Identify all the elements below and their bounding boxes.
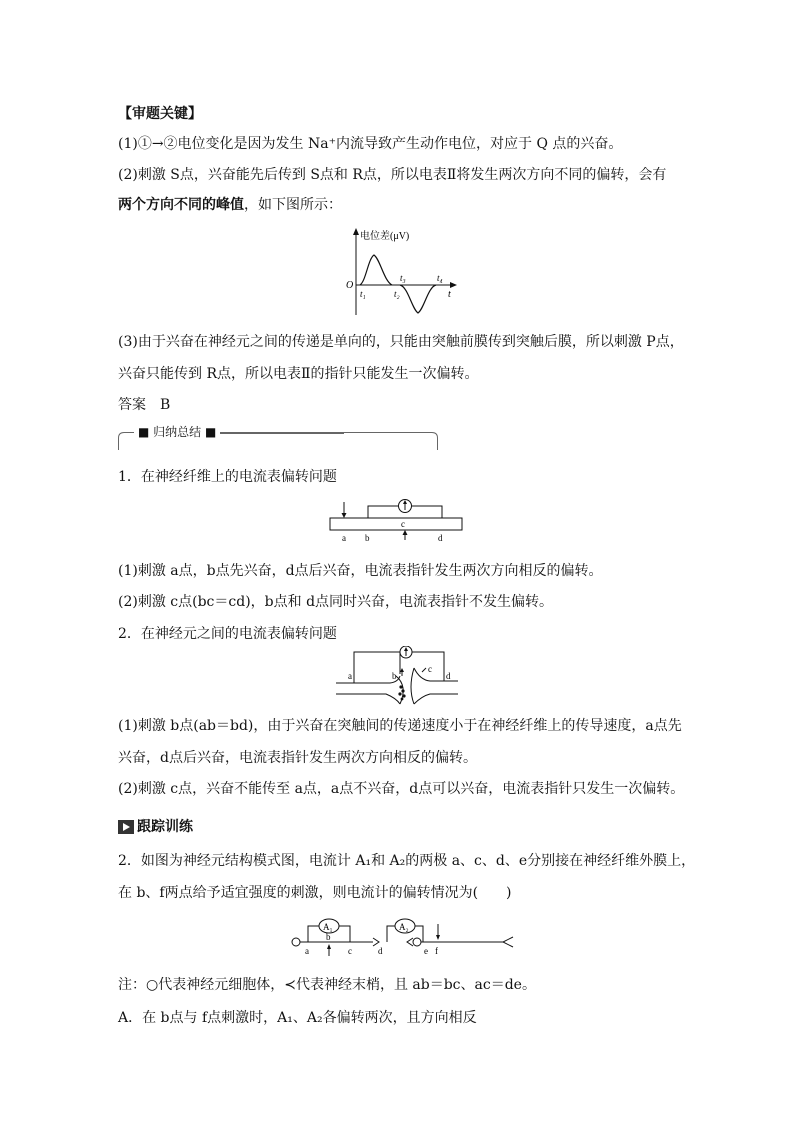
text-rest: ，如下图所示：: [244, 197, 342, 213]
summary-heading-1: 1．在神经纤维上的电流表偏转问题: [118, 469, 337, 485]
summary-point-4: (2)刺激 c点，兴奋不能传至 a点，a点不兴奋，d点可以兴奋，电流表指针只发生一次偏转。: [118, 781, 685, 797]
x-axis-arrow: [450, 282, 457, 288]
stimulus-arrow-c: [422, 668, 426, 672]
key-paragraph-2a: (2)刺激 S点，兴奋能先后传到 S点和 R点，所以电表Ⅱ将发生两次方向不同的偏转，会有: [118, 167, 667, 183]
tick-t3: t₃: [400, 273, 406, 283]
cell-body-left: [292, 938, 300, 946]
training-tag-label: 跟踪训练: [137, 819, 193, 835]
label-A1: A₁: [323, 922, 333, 932]
answer: 答案 B: [118, 397, 171, 413]
origin-label: O: [346, 280, 354, 291]
tick-t2: t₂: [394, 289, 400, 299]
question-line-2: 在 b、f两点给予适宜强度的刺激，则电流计的偏转情况为( ): [118, 885, 512, 901]
postsynaptic-membrane: [411, 668, 414, 704]
label-b: b: [326, 932, 331, 942]
label-c: c: [401, 519, 405, 529]
diagram-note: 注：○代表神经元细胞体，≺代表神经末梢，且 ab＝bc、ac＝de。: [118, 977, 536, 993]
training-tag: [118, 817, 193, 837]
summary-frame: [118, 425, 438, 450]
option-A: A．在 b点与 f点刺激时，A₁、A₂各偏转两次，且方向相反: [118, 1010, 477, 1026]
summary-point-3b: 兴奋，d点后兴奋，电流表指针发生两次方向相反的偏转。: [118, 750, 477, 766]
tick-t1: t₁: [360, 289, 366, 299]
neuron-structure-diagram: [285, 912, 517, 958]
summary-label: ■ 归纳总结 ■: [134, 423, 220, 441]
key-paragraph-3a: (3)由于兴奋在神经元之间的传递是单向的，只能由突触前膜传到突触后膜，所以刺激 P点，: [118, 334, 684, 350]
y-axis-label: 电位差(μV): [360, 231, 410, 242]
x-axis-label: t: [448, 289, 451, 300]
label-b: b: [392, 671, 397, 681]
label-A2: A₂: [399, 922, 409, 932]
section-title: 【审题关键】: [118, 106, 202, 122]
potential-difference-graph: [340, 225, 460, 320]
nerve-fiber: [330, 518, 462, 530]
question-line-1: 2．如图为神经元结构模式图，电流计 A₁和 A₂的两极 a、c、d、e分别接在神经纤维外膜上，: [118, 853, 696, 869]
negative-peak: [400, 285, 436, 313]
label-a: a: [305, 946, 309, 956]
label-d: d: [446, 671, 451, 681]
nerve-ending-3: [503, 937, 513, 947]
presynaptic-upper: [336, 676, 400, 683]
summary-point-3a: (1)刺激 b点(ab＝bd)，由于兴奋在突触间的传递速度小于在神经纤维上的传导速度，a点先: [118, 718, 682, 734]
play-triangle-icon: [118, 820, 134, 834]
key-paragraph-2b: [118, 195, 342, 215]
postsynaptic-lower: [414, 694, 458, 704]
label-c: c: [348, 946, 352, 956]
label-f: f: [435, 946, 438, 956]
summary-point-2: (2)刺激 c点(bc＝cd)，b点和 d点同时兴奋，电流表指针不发生偏转。: [118, 594, 554, 610]
summary-heading-2: 2．在神经元之间的电流表偏转问题: [118, 626, 337, 642]
key-paragraph-3b: 兴奋只能传到 R点，所以电表Ⅱ的指针只能发生一次偏转。: [118, 366, 479, 382]
summary-point-1: (1)刺激 a点，b点先兴奋，d点后兴奋，电流表指针发生两次方向相反的偏转。: [118, 563, 603, 579]
fiber-ammeter-diagram: [325, 492, 465, 544]
presynaptic-lower: [336, 694, 400, 704]
label-e: e: [424, 946, 428, 956]
label-c: c: [428, 664, 432, 674]
key-paragraph-1: (1)①→②电位变化是因为发生 Na⁺内流导致产生动作电位，对应于 Q 点的兴奋。: [118, 136, 623, 152]
label-b: b: [365, 533, 370, 543]
label-d: d: [438, 533, 443, 543]
nerve-ending-1: [373, 938, 379, 946]
cell-body-mid: [413, 938, 421, 946]
label-d: d: [378, 946, 383, 956]
bold-phrase: 两个方向不同的峰值: [118, 197, 244, 213]
postsynaptic-upper: [414, 668, 458, 681]
tick-t4: t₄: [437, 273, 443, 283]
positive-peak: [360, 255, 392, 285]
y-axis-arrow: [353, 228, 359, 235]
label-a: a: [342, 533, 346, 543]
synapse-ammeter-diagram: [334, 646, 462, 706]
label-a: a: [348, 671, 352, 681]
nerve-ending-2: [407, 938, 413, 946]
